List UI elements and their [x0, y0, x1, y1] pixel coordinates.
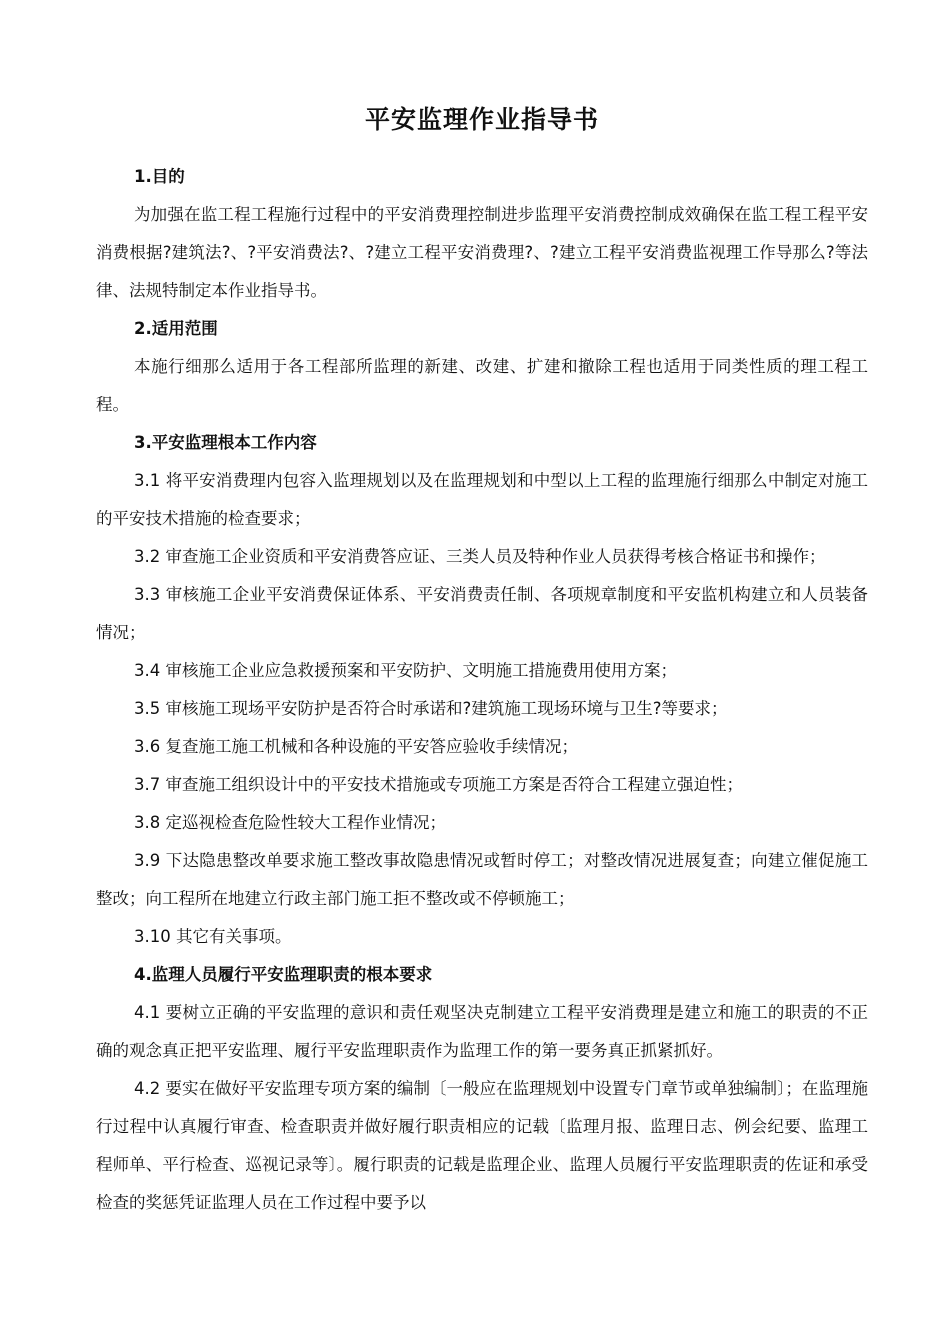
paragraph: 本施行细那么适用于各工程部所监理的新建、改建、扩建和撤除工程也适用于同类性质的理工程工程。	[96, 357, 868, 414]
section-duties	[96, 956, 868, 1222]
section-heading: 1.目的	[134, 167, 185, 186]
paragraph: 3.5 审核施工现场平安防护是否符合时承诺和?建筑施工现场环境与卫生?等要求；	[134, 699, 728, 718]
paragraph: 3.3 审核施工企业平安消费保证体系、平安消费责任制、各项规章制度和平安监机构建立和人员装备情况；	[96, 585, 868, 642]
section-heading: 4.监理人员履行平安监理职责的根本要求	[134, 965, 433, 984]
paragraph: 4.2 要实在做好平安监理专项方案的编制〔一般应在监理规划中设置专门章节或单独编制〕；在监理施行过程中认真履行审查、检查职责并做好履行职责相应的记载〔监理月报、监理日志、例会纪要、监理工程师单、平行检查、巡视记录等〕。履行职责的记载是监理企业、监理人员履行平安监理职责的佐证和承受检查的奖惩凭证监理人员在工作过程中要予以	[96, 1079, 868, 1212]
paragraph: 3.10 其它有关事项。	[134, 927, 292, 946]
document-page	[96, 96, 868, 1222]
section-heading: 2.适用范围	[134, 319, 218, 338]
paragraph: 3.8 定巡视检查危险性较大工程作业情况；	[134, 813, 446, 832]
section-heading: 3.平安监理根本工作内容	[134, 433, 317, 452]
paragraph: 3.9 下达隐患整改单要求施工整改事故隐患情况或暂时停工；对整改情况进展复查；向建立催促施工整改；向工程所在地建立行政主部门施工拒不整改或不停顿施工；	[96, 851, 868, 908]
document-title: 平安监理作业指导书	[364, 105, 599, 134]
section-scope	[96, 310, 868, 424]
paragraph: 3.7 审查施工组织设计中的平安技术措施或专项施工方案是否符合工程建立强迫性；	[134, 775, 743, 794]
paragraph: 3.6 复查施工施工机械和各种设施的平安答应验收手续情况；	[134, 737, 578, 756]
paragraph: 3.1 将平安消费理内包容入监理规划以及在监理规划和中型以上工程的监理施行细那么中制定对施工的平安技术措施的检查要求；	[96, 471, 868, 528]
section-work-content	[96, 424, 868, 956]
paragraph: 3.4 审核施工企业应急救援预案和平安防护、文明施工措施费用使用方案；	[134, 661, 677, 680]
paragraph: 为加强在监工程工程施行过程中的平安消费理控制进步监理平安消费控制成效确保在监工程工程平安消费根据?建筑法?、?平安消费法?、?建立工程平安消费理?、?建立工程平安消费监视理工作导那么?等法律、法规特制定本作业指导书。	[96, 205, 868, 300]
section-purpose	[96, 158, 868, 310]
paragraph: 3.2 审查施工企业资质和平安消费答应证、三类人员及特种作业人员获得考核合格证书和操作；	[134, 547, 826, 566]
paragraph: 4.1 要树立正确的平安监理的意识和责任观坚决克制建立工程平安消费理是建立和施工的职责的不正确的观念真正把平安监理、履行平安监理职责作为监理工作的第一要务真正抓紧抓好。	[96, 1003, 868, 1060]
